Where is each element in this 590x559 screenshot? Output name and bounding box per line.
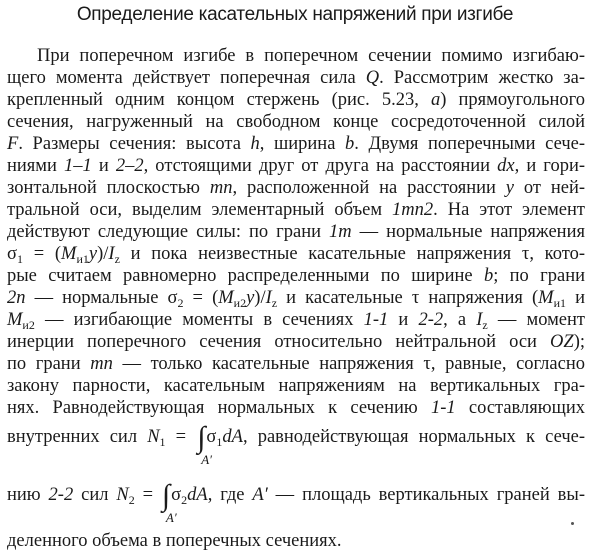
section-title: Определение касательных напряжений при изгибе bbox=[76, 4, 514, 25]
integral-sign: ∫ A′ bbox=[161, 479, 177, 525]
text-line: зонтальной плоскостью mn, расположенной на расстоянии y от ней- bbox=[7, 178, 586, 198]
text-line: крепленный одним концом стержень (рис. 5.23, а) прямоугольного bbox=[7, 90, 585, 110]
text-line: закону парности, касательным напряжениям на вертикальных гра- bbox=[7, 376, 585, 396]
text-line: внутренних сил $N_1$ = ∫ A′ $\sigma_1dA$, равнодействующая нормальных к сече- bbox=[7, 421, 586, 467]
text-line: тральной оси, выделим элементарный объем 1mn2. На этот элемент bbox=[7, 200, 585, 220]
text-line: нию 2-2 сил $N_2$ = ∫ A′ $\sigma_2dA$, где A′ — площадь вертикальных граней вы- bbox=[7, 479, 585, 525]
text-line: 2n — нормальные $\sigma_2 = (M_{и2}y)/I_z$ и касательные τ напряжения ($M_{и1}$ и bbox=[7, 288, 585, 310]
text-line: При поперечном изгибе в поперечном сечении помимо изгибаю- bbox=[37, 46, 585, 66]
text-line: инерции поперечного сечения относительно нейтральной оси OZ); bbox=[7, 332, 585, 352]
integral-sign: ∫ A′ bbox=[197, 421, 212, 467]
text-line: нях. Равнодействующая нормальных к сечению 1-1 составляющих bbox=[7, 398, 586, 418]
text-line: ниями 1–1 и 2–2, отстоящими друг от друга на расстоянии dx, и гори- bbox=[7, 156, 586, 176]
text-line: по грани mn — только касательные напряжения τ, равные, согласно bbox=[7, 354, 585, 374]
text-line: $\sigma_1 = (M_{и1}y)/I_z$ и пока неизвестные касательные напряжения τ, кото- bbox=[7, 244, 585, 266]
text-line: рые считаем равномерно распределенными по ширине b; по грани bbox=[7, 266, 585, 286]
scan-speck bbox=[571, 522, 574, 525]
text-line: F. Размеры сечения: высота h, ширина b. Двумя поперечными сече- bbox=[7, 134, 585, 154]
text-line: щего момента действует поперечная сила Q. Рассмотрим жестко за- bbox=[7, 68, 585, 88]
text-line: сечения, нагруженный на свободном конце сосредоточенной силой bbox=[7, 112, 585, 132]
text-line: деленного объема в поперечных сечениях. bbox=[7, 531, 342, 551]
text-line: действуют следующие силы: по грани 1m — нормальные напряжения bbox=[7, 222, 585, 242]
text-line: $M_{и2}$ — изгибающие моменты в сечениях 1-1 и 2-2, а $I_z$ — момент bbox=[7, 310, 585, 332]
